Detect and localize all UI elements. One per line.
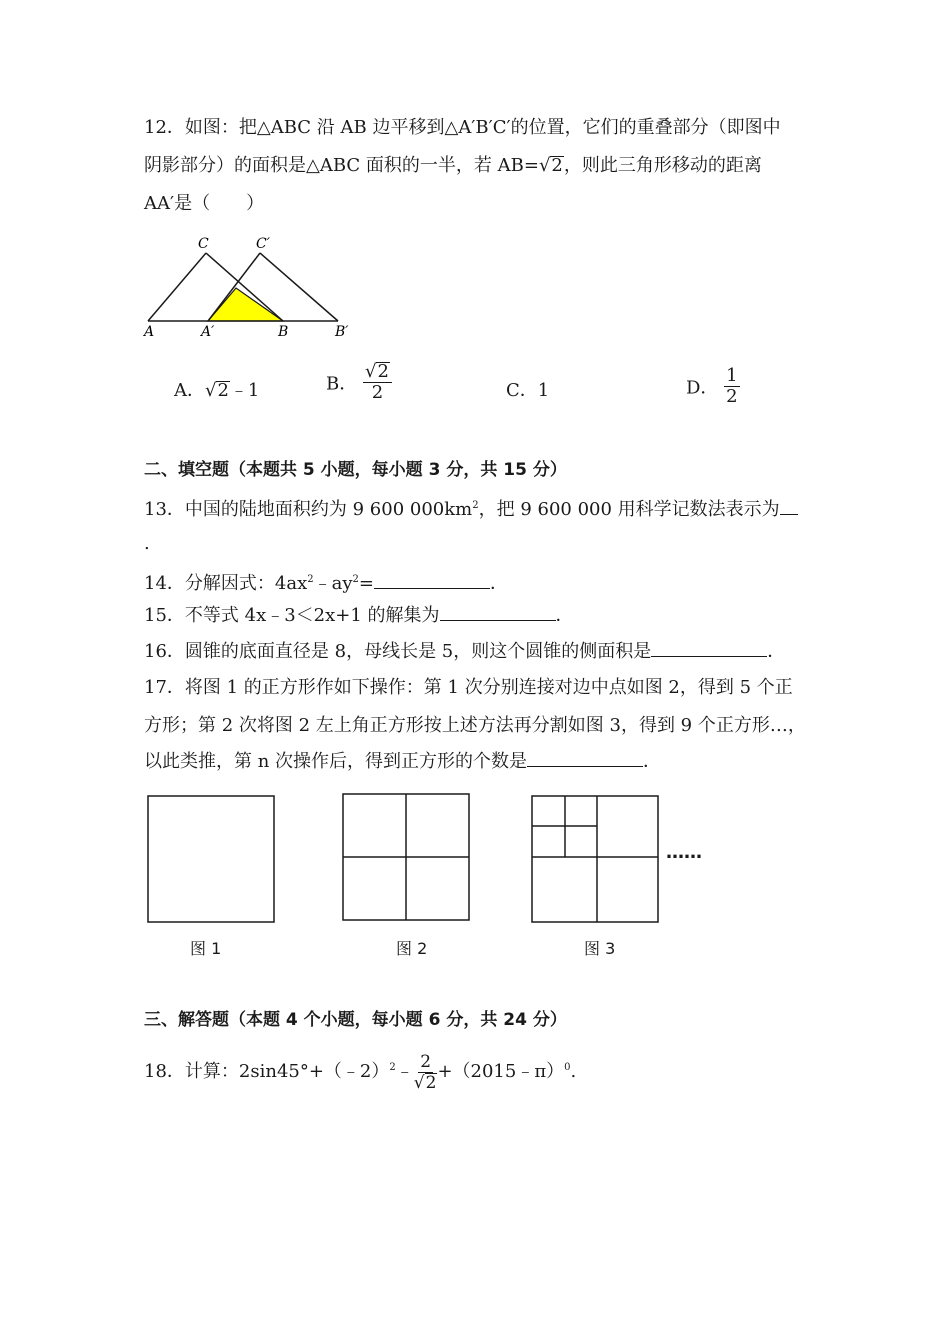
label-B-prime: B′: [335, 324, 349, 340]
q17-line1: 17．将图 1 的正方形作如下操作：第 1 次分别连接对边中点如图 2，得到 5 个正: [144, 677, 793, 698]
label-C-prime: C′: [256, 236, 270, 252]
q12-line3: AA′是（ ）: [144, 193, 265, 214]
label-A: A: [144, 324, 155, 340]
q17-line3: 以此类推，第 n 次操作后，得到正方形的个数是 ．: [144, 751, 662, 772]
q16-answer-blank[interactable]: [651, 656, 767, 657]
q12-line2-text-a: 阴影部分）的面积是△ABC 面积的一半，若 AB=: [144, 155, 539, 176]
triangle-translation-figure: [140, 232, 360, 342]
q12-line1: 12．如图：把△ABC 沿 AB 边平移到△A′B′C′的位置，它们的重叠部分（即图中: [144, 117, 781, 138]
square-figure-3: [530, 794, 660, 924]
q18: 18．计算：2sin45°+（﹣2）$^2$﹣ $\frac{2}{√2}$ +（2015﹣π）$^0$.: [144, 1051, 577, 1093]
label-C: C: [198, 236, 209, 252]
q14: 14．分解因式：$4ax^2﹣ay^2=$ ．: [144, 573, 508, 594]
figure-1-caption: 图 1: [190, 939, 222, 958]
figure-2-caption: 图 2: [396, 939, 428, 958]
q14-answer-blank[interactable]: [374, 588, 490, 589]
q16: 16．圆锥的底面直径是 8，母线长是 5，则这个圆锥的侧面积是 ．: [144, 641, 786, 662]
q12-line2: [144, 154, 762, 178]
option-c[interactable]: C．1: [506, 380, 550, 401]
option-d[interactable]: D． $\frac{1}{2}$: [686, 365, 738, 407]
q15-answer-blank[interactable]: [440, 620, 556, 621]
q13-line2: .: [144, 533, 150, 554]
q13-answer-blank[interactable]: [780, 514, 798, 515]
square-figure-2: [341, 792, 471, 922]
section-3-title: 三、解答题（本题 4 个小题，每小题 6 分，共 24 分）: [144, 1010, 567, 1030]
label-B: B: [278, 324, 289, 340]
option-a[interactable]: A．√2﹣1: [174, 380, 260, 401]
option-b[interactable]: B． $\frac{√2}{2}$: [326, 362, 392, 403]
q12-line2-text-b: ，则此三角形移动的距离: [563, 155, 762, 176]
figure-3-caption: 图 3: [584, 939, 616, 958]
continuation-dots: ……: [666, 842, 702, 863]
q13-line1: 13．中国的陆地面积约为 9 600 $000km^2$，把 9 600 000 用科学记数法表示为: [144, 494, 798, 522]
square-figure-1: [146, 794, 276, 924]
q17-answer-blank[interactable]: [527, 766, 643, 767]
label-A-prime: A′: [201, 324, 215, 340]
q17-line2: 方形；第 2 次将图 2 左上角正方形按上述方法再分割如图 3，得到 9 个正方形…，: [144, 715, 806, 736]
section-2-title: 二、填空题（本题共 5 小题，每小题 3 分，共 15 分）: [144, 460, 567, 480]
sqrt-2: √2: [538, 155, 563, 176]
overlap-shaded-region: [208, 288, 283, 321]
q15: 15．不等式 4x﹣3＜2x+1 的解集为 ．: [144, 605, 574, 626]
